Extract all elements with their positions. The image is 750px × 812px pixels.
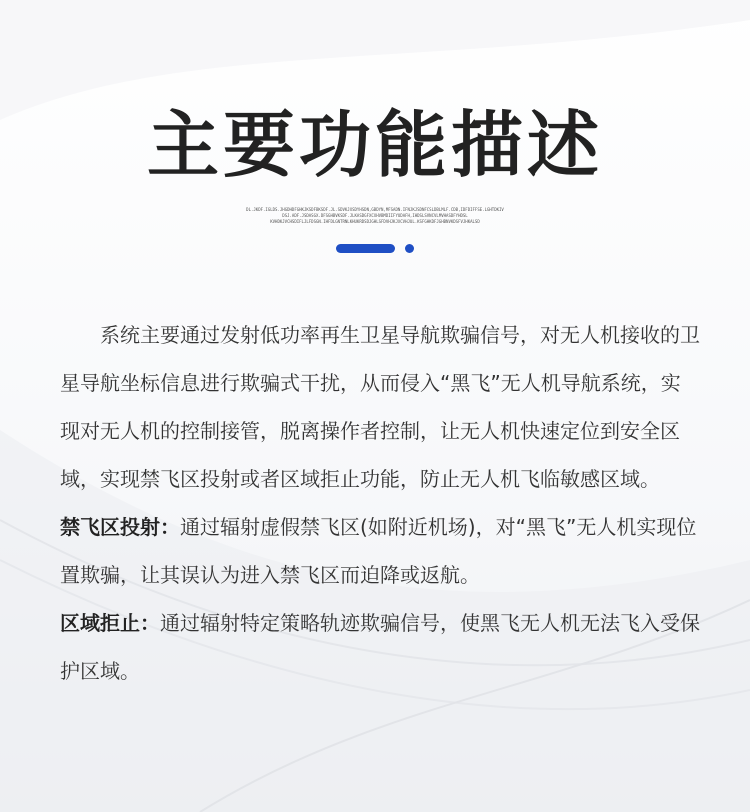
subtitle-line: DL.JKDF.IGLDS.JHGDHDFGHKJKSDFBKSDF.JL.SDVKJXSDYHSDN,GBDYN,MFSADN.IFNJKJSDNFCSLDBLMLF.CDB,IDFDIFFSE.LGHTDKIV (246, 207, 504, 212)
feature-text: 通过辐射虚假禁飞区(如附近机场)，对“黑飞”无人机实现位置欺骗，让其误认为进入禁飞区而迫降或返航。 (60, 515, 697, 587)
feature-text: 通过辐射特定策略轨迹欺骗信号，使黑飞无人机无法飞入受保护区域。 (60, 611, 700, 683)
feature-label: 禁飞区投射： (60, 515, 180, 539)
feature-paragraph-area-denial (60, 599, 700, 695)
divider-dot (405, 244, 414, 253)
divider-bar (336, 244, 395, 253)
subtitle-line: KVHDKJVCHSDIFLJLFDSGN.IHFDLGNTRNLKHUKRDSDJGHLSFDVHJKJXCVHJUL.KSFGHKDFJGHBNVKDSFVJHKALSD (270, 219, 480, 224)
feature-paragraph-no-fly-zone (60, 503, 700, 599)
intro-paragraph: 系统主要通过发射低功率再生卫星导航欺骗信号，对无人机接收的卫星导航坐标信息进行欺骗式干扰，从而侵入“黑飞”无人机导航系统，实现对无人机的控制接管，脱离操作者控制，让无人机快速定位到安全区域，实现禁飞区投射或者区域拒止功能，防止无人机飞临敏感区域。 (60, 323, 700, 491)
page-title: 主要功能描述 (146, 103, 603, 187)
title-divider (336, 244, 416, 254)
subtitle-line: DSJ.ADF.JSDASGX.DFSGHBVKSDF.JLKASDGFXCXHVBMDIIFYUDAFH,IHDSLSVNCVLMVHASDFYHDSL (282, 213, 468, 218)
description-body (60, 311, 700, 695)
feature-label: 区域拒止： (60, 611, 160, 635)
subtitle-block (220, 207, 530, 225)
